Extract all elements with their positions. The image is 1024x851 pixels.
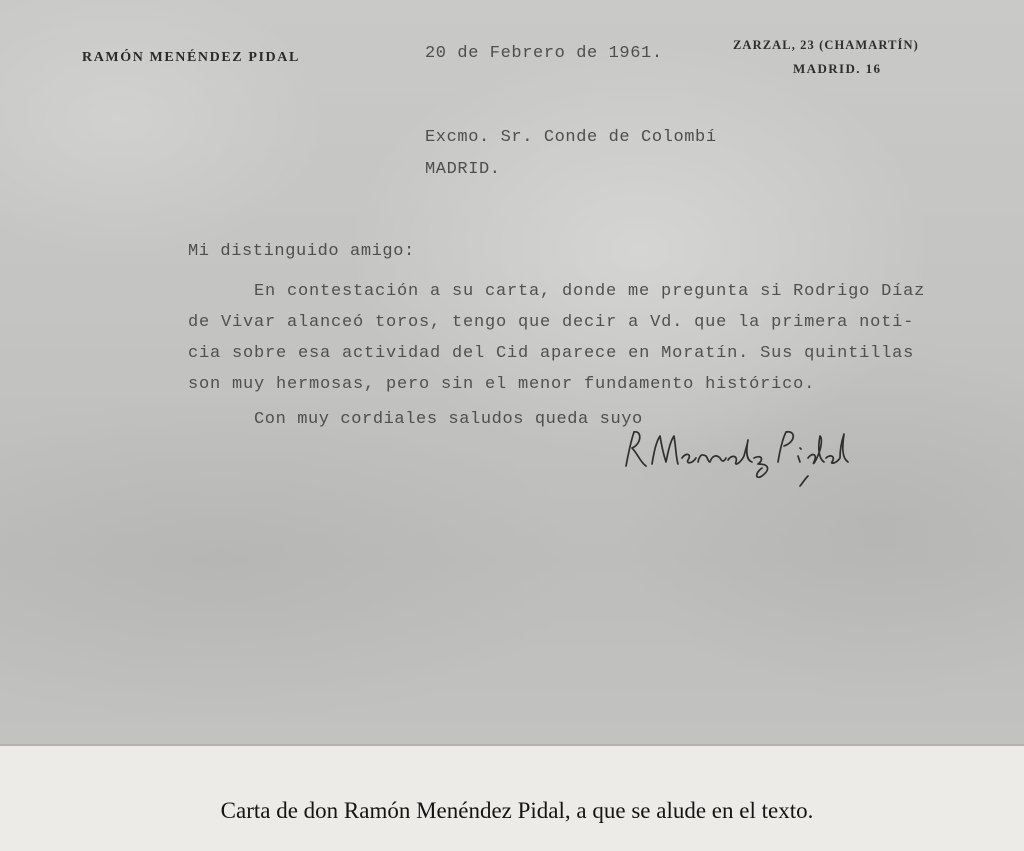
letterhead-address-street: ZARZAL, 23 (CHAMARTÍN) [733,38,919,52]
letter-body [188,276,1024,400]
letter-body-line: En contestación a su carta, donde me pregunta si Rodrigo Díaz [254,282,926,301]
letterhead-address-city: MADRID. 16 [793,61,882,76]
letter-date: 20 de Febrero de 1961. [425,44,663,63]
recipient-city: MADRID. [425,160,501,179]
salutation: Mi distinguido amigo: [188,242,415,261]
letter-body-line: cia sobre esa actividad del Cid aparece en Moratín. Sus quintillas [188,344,915,363]
signature-image [612,418,852,488]
figure-caption: Carta de don Ramón Menéndez Pidal, a que se alude en el texto. [220,798,814,823]
photo-border [0,744,1024,746]
closing-line: Con muy cordiales saludos queda suyo [254,410,643,429]
letterhead-name: RAMÓN MENÉNDEZ PIDAL [82,50,300,65]
recipient-name: Excmo. Sr. Conde de Colombí [425,128,717,147]
letter-body-line: son muy hermosas, pero sin el menor fundamento histórico. [188,375,816,394]
letter-body-line: de Vivar alanceó toros, tengo que decir a Vd. que la primera noti- [188,313,915,332]
